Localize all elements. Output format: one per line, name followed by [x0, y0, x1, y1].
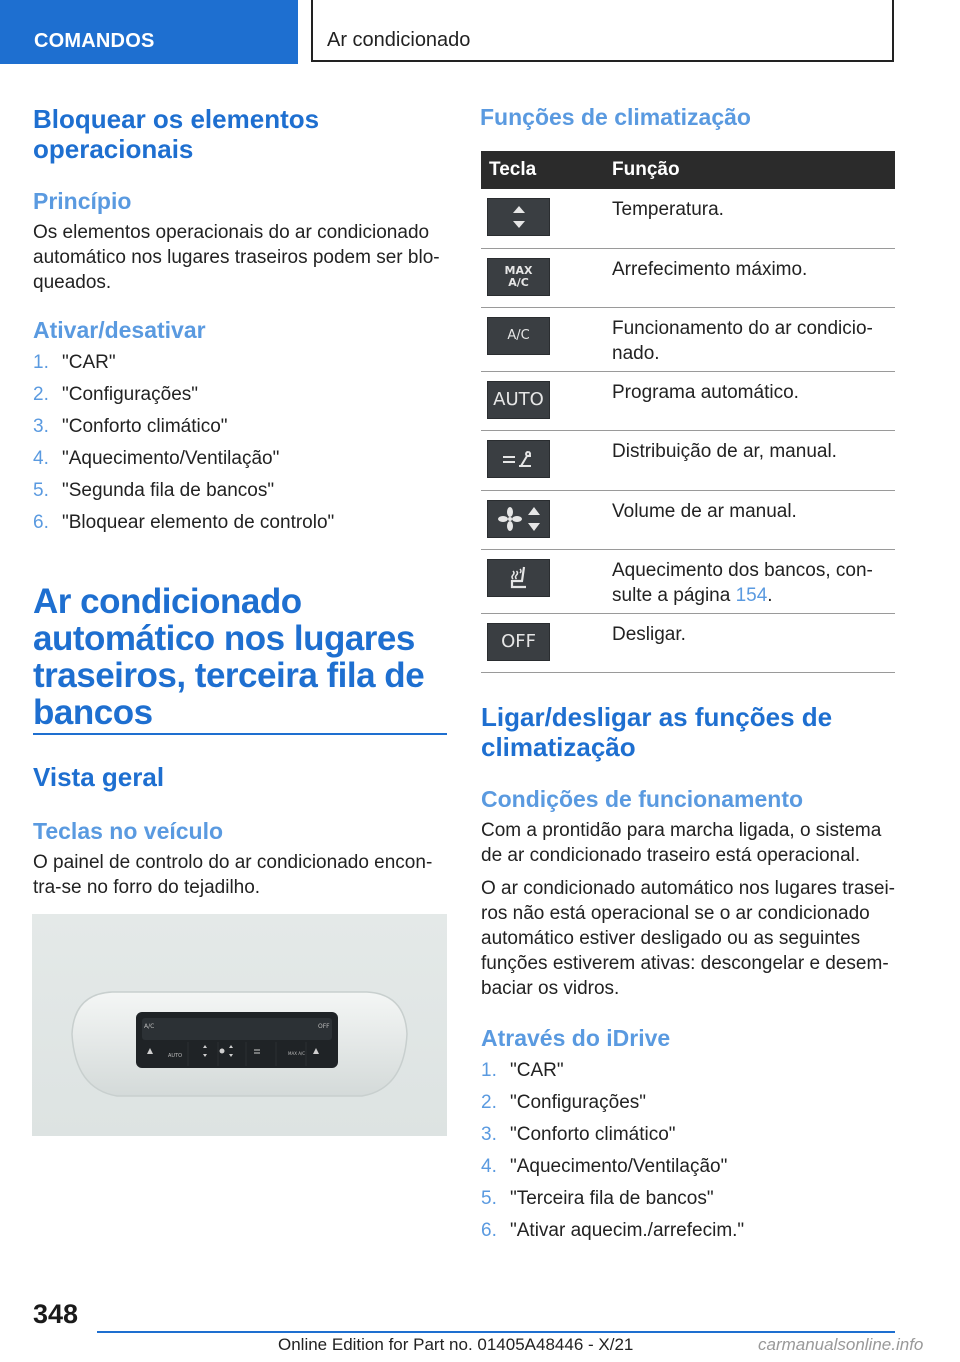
- panel-label-ac: A/C: [144, 1023, 155, 1030]
- section-tab: [0, 0, 298, 64]
- ac-icon: A/C: [487, 317, 550, 355]
- main-title: Ar condicionado automático nos lugares traseiros, terceira fila de bancos: [33, 582, 425, 732]
- table-row: MAX A/C Arrefecimento máximo.: [481, 248, 895, 307]
- onoff-section: [481, 702, 901, 1251]
- off-icon: OFF: [487, 623, 550, 661]
- functions-table: [481, 151, 895, 673]
- toggle-heading: Ativar/desativar: [33, 317, 206, 343]
- page-reference-link[interactable]: 154: [735, 584, 768, 606]
- table-row: A/C Funcionamento do ar condicio- nado.: [481, 307, 895, 371]
- panel-label-max: MAX A/C: [288, 1051, 306, 1056]
- fan-volume-icon: [487, 500, 550, 538]
- title-underline: [33, 733, 447, 735]
- table-row: Volume de ar manual.: [481, 490, 895, 549]
- overview-heading: Vista geral: [33, 762, 165, 792]
- list-item: 2. "Configurações": [481, 1092, 647, 1113]
- list-item: 5. "Terceira fila de bancos": [481, 1188, 714, 1209]
- table-row: Distribuição de ar, manual.: [481, 430, 895, 490]
- footer-watermark: carmanualsonline.info: [758, 1335, 924, 1354]
- conditions-heading: Condições de funcionamento: [481, 786, 804, 812]
- chapter-tab: [311, 0, 894, 62]
- chapter-title: Ar condicionado: [327, 29, 471, 51]
- principle-text: Os elementos operacionais do ar condicionado automático nos lugares traseiros podem ser blo- queados.: [33, 222, 440, 293]
- seat-heating-icon: [487, 559, 550, 597]
- table-row: Aquecimento dos bancos, con- sulte a página 154.: [481, 549, 895, 613]
- footer-rule: [97, 1331, 895, 1333]
- lock-section: [33, 104, 453, 543]
- list-item: 2. "Configurações": [33, 384, 199, 405]
- toggle-steps-list: [33, 351, 453, 543]
- temperature-arrows-icon: [487, 198, 550, 236]
- list-item: 4. "Aquecimento/Ventilação": [481, 1156, 728, 1177]
- list-item: 6. "Ativar aquecim./arrefecim.": [481, 1220, 745, 1241]
- panel-label-off: OFF: [318, 1023, 330, 1030]
- section-title: COMANDOS: [34, 30, 155, 52]
- list-item: 5. "Segunda fila de bancos": [33, 480, 275, 501]
- functions-section: [480, 104, 896, 130]
- keys-heading: Teclas no veículo: [33, 818, 224, 844]
- overview-section: [33, 762, 453, 900]
- list-item: 3. "Conforto climático": [481, 1124, 676, 1145]
- idrive-heading: Através do iDrive: [481, 1025, 671, 1051]
- table-row: OFF Desligar.: [481, 613, 895, 672]
- footer-edition: Online Edition for Part no. 01405A48446 - X/21: [278, 1335, 634, 1354]
- conditions-paragraph-1: Com a prontidão para marcha ligada, o sistema de ar condicionado traseiro está operacional.: [481, 820, 882, 866]
- conditions-paragraph-2: O ar condicionado automático nos lugares trasei- ros não está operacional se o ar condicionado automático estiver desligado ou as seguintes funções estiverem ativas: descongelar e desem- baciar os vidros.: [481, 878, 896, 999]
- list-item: 3. "Conforto climático": [33, 416, 228, 437]
- functions-heading: Funções de climatização: [480, 104, 751, 130]
- list-item: 1. "CAR": [33, 352, 116, 373]
- principle-heading: Princípio: [33, 188, 132, 214]
- onoff-title: Ligar/desligar as funções de climatização: [481, 702, 833, 762]
- list-item: 1. "CAR": [481, 1060, 564, 1081]
- table-header-row: [481, 151, 895, 189]
- control-panel-photo: [32, 914, 447, 1136]
- list-item: 4. "Aquecimento/Ventilação": [33, 448, 280, 469]
- air-distribution-icon: [487, 440, 550, 478]
- list-item: 6. "Bloquear elemento de controlo": [33, 512, 335, 533]
- col-key-header: Tecla: [481, 151, 612, 189]
- panel-label-auto: AUTO: [168, 1053, 183, 1059]
- table-row: Temperatura.: [481, 189, 895, 248]
- roof-panel-illustration: [32, 914, 447, 1136]
- keys-text: O painel de controlo do ar condicionado encon- tra-se no forro do tejadilho.: [33, 852, 433, 898]
- max-ac-icon: MAX A/C: [487, 258, 550, 296]
- lock-title: Bloquear os elementos operacionais: [33, 104, 320, 164]
- auto-icon: AUTO: [487, 381, 550, 419]
- table-row: AUTO Programa automático.: [481, 371, 895, 430]
- main-title-block: [33, 583, 453, 731]
- col-function-header: Função: [612, 151, 895, 189]
- page-number: 348: [33, 1299, 79, 1329]
- idrive-steps-list: [481, 1059, 901, 1251]
